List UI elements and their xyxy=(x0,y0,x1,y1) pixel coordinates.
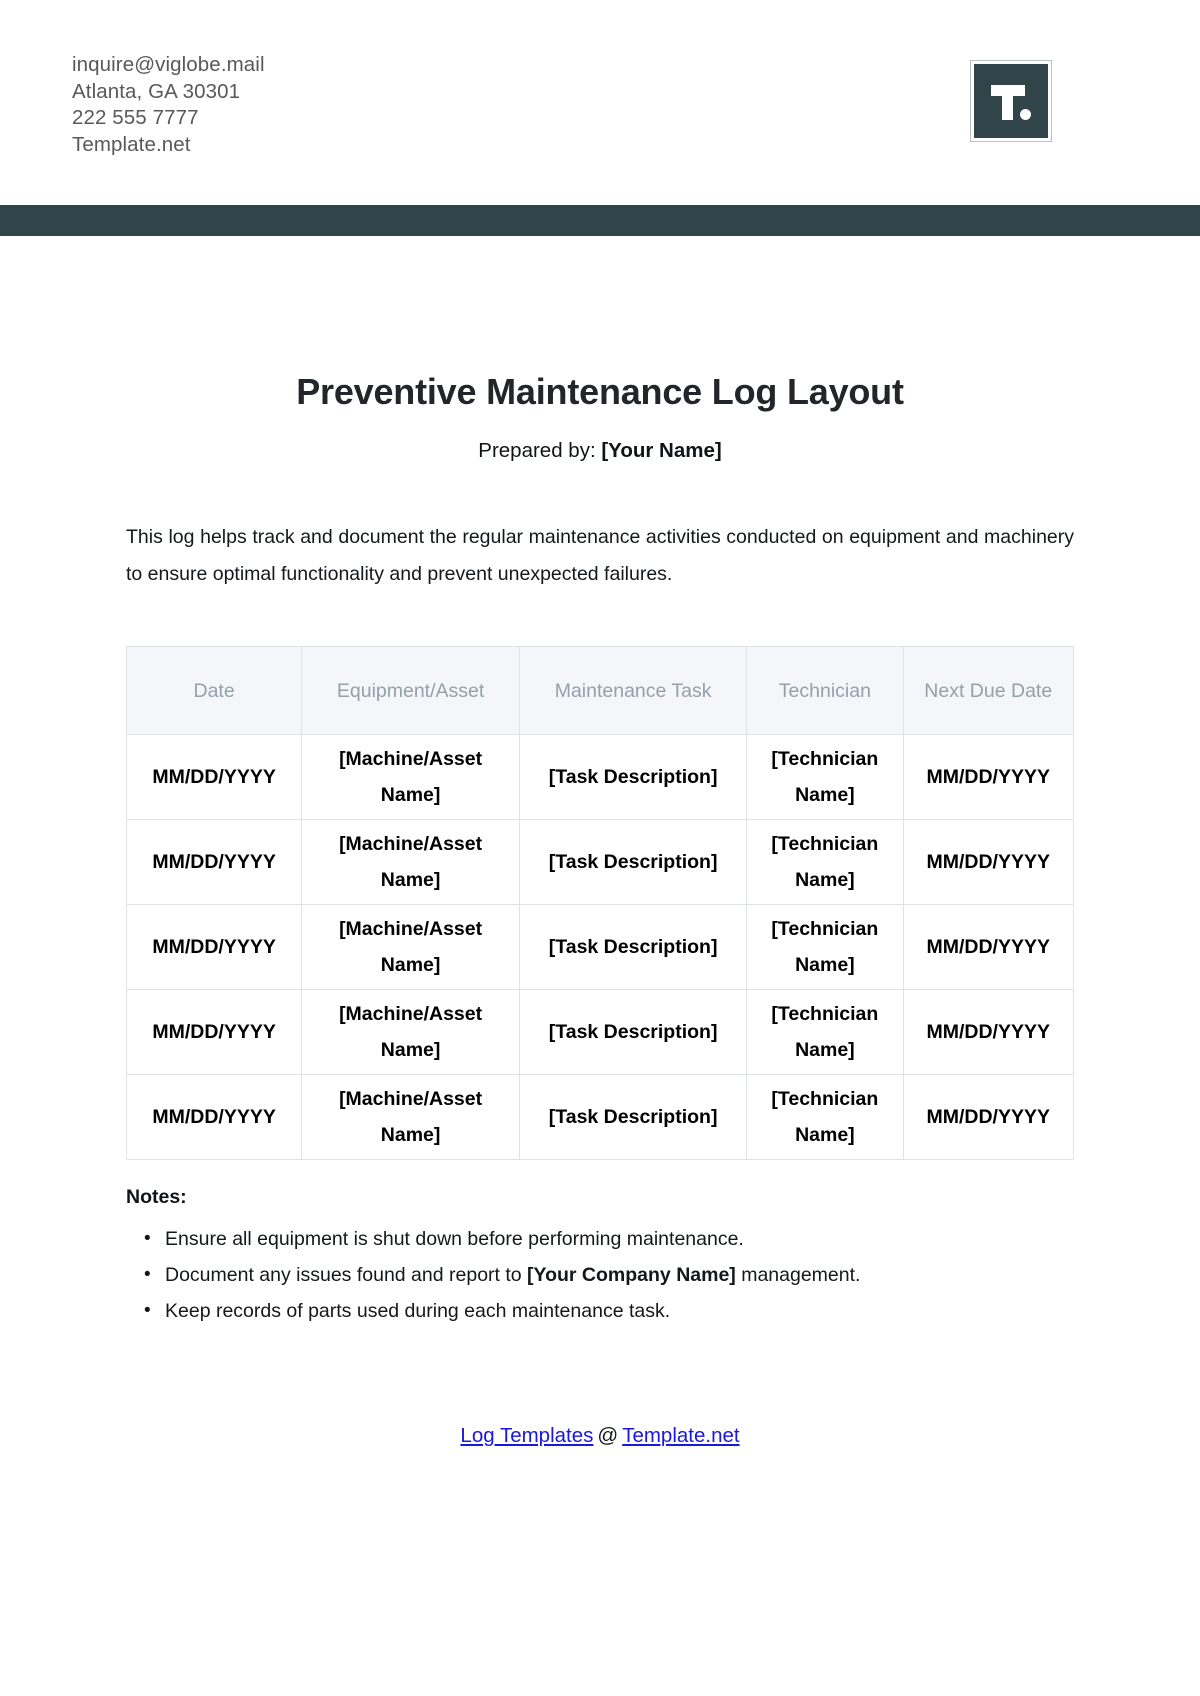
logo-dot-icon xyxy=(1020,109,1031,120)
cell-technician[interactable]: [Technician Name] xyxy=(747,1075,903,1160)
prepared-by-label: Prepared by: xyxy=(478,439,596,462)
cell-date[interactable]: MM/DD/YYYY xyxy=(127,1075,302,1160)
table-row[interactable] xyxy=(127,905,1074,990)
column-header-next-due-date: Next Due Date xyxy=(903,647,1074,735)
table-row[interactable] xyxy=(127,735,1074,820)
cell-date[interactable]: MM/DD/YYYY xyxy=(127,735,302,820)
header-accent-bar xyxy=(0,205,1200,236)
list-item xyxy=(144,1293,1074,1329)
cell-technician[interactable]: [Technician Name] xyxy=(747,735,903,820)
cell-equipment[interactable]: [Machine/Asset Name] xyxy=(302,990,520,1075)
footer-at-symbol: @ xyxy=(597,1424,619,1447)
cell-task[interactable]: [Task Description] xyxy=(519,1075,746,1160)
column-header-date: Date xyxy=(127,647,302,735)
notes-list xyxy=(126,1221,1074,1329)
list-item xyxy=(144,1257,1074,1293)
prepared-by-value: [Your Name] xyxy=(601,439,722,462)
note-text: Document any issues found and report to xyxy=(165,1264,528,1286)
cell-next-due[interactable]: MM/DD/YYYY xyxy=(903,1075,1074,1160)
prepared-by-line xyxy=(126,413,1074,463)
cell-equipment[interactable]: [Machine/Asset Name] xyxy=(302,1075,520,1160)
cell-next-due[interactable]: MM/DD/YYYY xyxy=(903,905,1074,990)
cell-task[interactable]: [Task Description] xyxy=(519,990,746,1075)
notes-section xyxy=(126,1186,1074,1329)
cell-equipment[interactable]: [Machine/Asset Name] xyxy=(302,820,520,905)
cell-date[interactable]: MM/DD/YYYY xyxy=(127,990,302,1075)
table-body xyxy=(127,735,1074,1160)
note-company-placeholder: [Your Company Name] xyxy=(527,1264,736,1286)
document-header xyxy=(0,0,1200,205)
note-text: Ensure all equipment is shut down before performing maintenance. xyxy=(165,1228,744,1250)
contact-phone: 222 555 7777 xyxy=(72,106,199,129)
cell-technician[interactable]: [Technician Name] xyxy=(747,990,903,1075)
table-row[interactable] xyxy=(127,1075,1074,1160)
table-row[interactable] xyxy=(127,990,1074,1075)
cell-task[interactable]: [Task Description] xyxy=(519,905,746,990)
document-footer xyxy=(0,1424,1200,1448)
table-header xyxy=(127,647,1074,735)
cell-equipment[interactable]: [Machine/Asset Name] xyxy=(302,905,520,990)
notes-heading: Notes: xyxy=(126,1186,187,1208)
note-text-tail: management. xyxy=(735,1264,861,1286)
cell-date[interactable]: MM/DD/YYYY xyxy=(127,820,302,905)
cell-task[interactable]: [Task Description] xyxy=(519,735,746,820)
column-header-equipment: Equipment/Asset xyxy=(302,647,520,735)
logo-square xyxy=(974,64,1048,138)
cell-next-due[interactable]: MM/DD/YYYY xyxy=(903,820,1074,905)
contact-address: Atlanta, GA 30301 xyxy=(72,79,241,103)
list-item xyxy=(144,1221,1074,1257)
column-header-maintenance-task: Maintenance Task xyxy=(519,647,746,735)
cell-next-due[interactable]: MM/DD/YYYY xyxy=(903,735,1074,820)
document-body xyxy=(0,236,1200,1329)
template-net-logo xyxy=(970,60,1052,142)
contact-info-block xyxy=(72,52,265,158)
cell-technician[interactable]: [Technician Name] xyxy=(747,820,903,905)
cell-equipment[interactable]: [Machine/Asset Name] xyxy=(302,735,520,820)
cell-date[interactable]: MM/DD/YYYY xyxy=(127,905,302,990)
footer-link-log-templates[interactable]: Log Templates xyxy=(460,1424,594,1447)
table-row[interactable] xyxy=(127,820,1074,905)
page-title: Preventive Maintenance Log Layout xyxy=(296,371,904,412)
footer-link-template-net[interactable]: Template.net xyxy=(622,1424,740,1447)
intro-paragraph: This log helps track and document the regular maintenance activities conducted on equipment and machinery to ensure optimal functionality and prevent unexpected failures. xyxy=(126,526,1074,585)
contact-email: inquire@viglobe.mail xyxy=(72,53,265,76)
contact-website: Template.net xyxy=(72,132,191,156)
cell-next-due[interactable]: MM/DD/YYYY xyxy=(903,990,1074,1075)
cell-task[interactable]: [Task Description] xyxy=(519,820,746,905)
table-header-row xyxy=(127,647,1074,735)
cell-technician[interactable]: [Technician Name] xyxy=(747,905,903,990)
column-header-technician: Technician xyxy=(747,647,903,735)
note-text: Keep records of parts used during each maintenance task. xyxy=(165,1300,671,1322)
logo-letter-t-stem-icon xyxy=(1002,85,1013,120)
maintenance-log-table xyxy=(126,646,1074,1160)
